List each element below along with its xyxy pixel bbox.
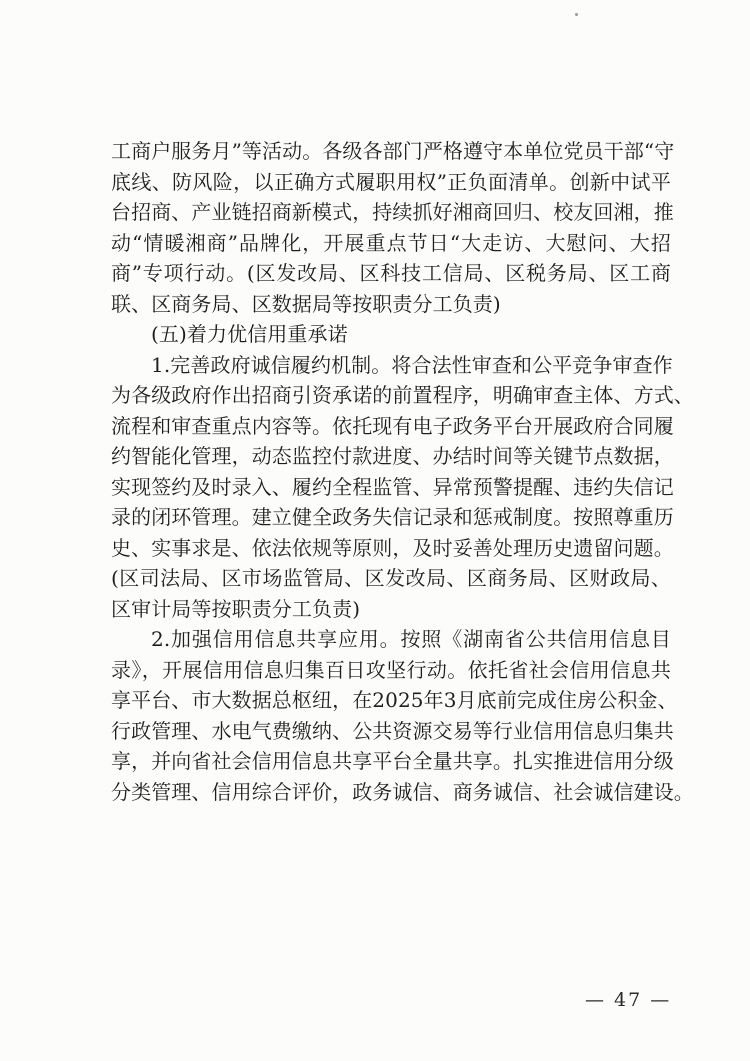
text-line: 底线、防风险，以正确方式履职用权”正负面清单。创新中试平 [111,169,671,194]
text-line: 录》，开展信用信息归集百日攻坚行动。依托省社会信用信息共 [111,657,671,682]
text-line: 流程和审查重点内容等。依托现有电子政务平台开展政府合同履 [111,413,674,438]
text-line: 动“情暖湘商”品牌化，开展重点节日“大走访、大慰问、大招 [111,230,671,255]
text-line: 分类管理、信用综合评价，政务诚信、商务诚信、社会诚信建设。 [111,779,694,804]
heading-text: (五)着力优信用重承诺 [151,322,348,346]
section-heading [111,319,671,350]
text-line: (区司法局、区市场监管局、区发改局、区商务局、区财政局、 [111,566,671,590]
text-line: 约智能化管理，动态监控付款进度、办结时间等关键节点数据， [111,444,674,468]
text-line: 商”专项行动。(区发改局、区科技工信局、区税务局、区工商 [111,261,671,285]
text-line: 行政管理、水电气费缴纳、公共资源交易等行业信用信息归集共 [111,718,674,743]
text-line: 享平台、市大数据总枢纽，在2025年3月底前完成住房公积金、 [111,688,678,712]
scan-speck [575,13,578,16]
text-line: 为各级政府作出招商引资承诺的前置程序，明确审查主体、方式、 [111,383,694,407]
paragraph-3 [111,350,694,625]
text-line: 史、实事求是、依法依规等原则，及时妥善处理历史遗留问题。 [111,535,674,560]
text-line: 区审计局等按职责分工负责) [111,596,361,621]
paragraph-1 [111,136,675,319]
text-line: 录的闭环管理。建立健全政务失信记录和惩戒制度。按照尊重历 [111,505,674,529]
text-line: 台招商、产业链招商新模式，持续抓好湘商回归、校友回湘，推 [111,200,674,224]
text-line: 工商户服务月”等活动。各级各部门严格遵守本单位党员干部“守 [111,139,675,163]
text-line: 享，并向省社会信用信息共享平台全量共享。扎实推进信用分级 [111,749,674,773]
text-line: 2.加强信用信息共享应用。按照《湖南省公共信用信息目 [151,627,671,651]
text-line: 实现签约及时录入、履约全程监管、异常预警提醒、违约失信记 [111,474,674,499]
text-line: 1.完善政府诚信履约机制。将合法性审查和公平竞争审查作 [151,352,673,377]
body-text [111,136,694,807]
text-line: 联、区商务局、区数据局等按职责分工负责) [111,291,501,316]
page-number: — 47 — [585,989,672,1011]
paragraph-4 [111,624,694,807]
